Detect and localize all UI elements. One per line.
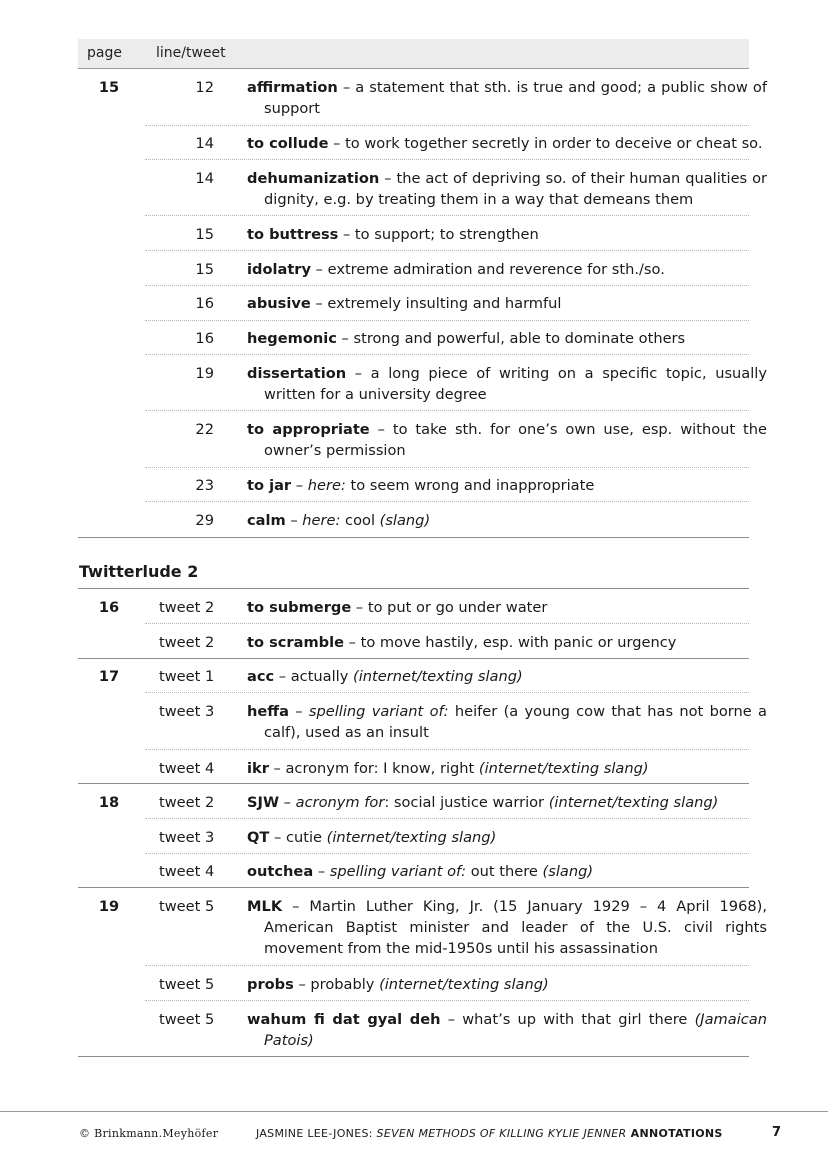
separator: – [338,226,355,243]
separator: – [291,477,308,494]
definition-text: what’s up with that girl there [462,1011,695,1028]
term: ikr [247,760,269,777]
separator: – [346,365,371,382]
term: to jar [247,477,292,494]
term: to submerge [247,599,352,616]
term: dehumanization [247,170,380,187]
row-divider [145,1000,749,1001]
definition [247,1009,767,1051]
definition [247,758,767,779]
definition [247,133,767,154]
term: wahum fi dat gyal deh [247,1011,441,1028]
line-number-cell: tweet 4 [159,760,215,777]
definition-text: actually [290,668,354,685]
row-divider [145,467,749,468]
row-divider [145,354,749,355]
page-number-cell: 18 [98,794,120,811]
separator: – [379,170,397,187]
row-divider [145,749,749,750]
line-number-cell: tweet 3 [159,703,215,720]
separator: – [269,829,286,846]
term: heffa [247,703,289,720]
table-header [78,39,749,69]
footer-title [256,1127,723,1140]
definition-text: extremely insulting and harmful [327,295,562,312]
term: idolatry [247,261,312,278]
page-group-divider [78,783,749,784]
row-divider [145,410,749,411]
term: MLK [247,898,283,915]
separator: – [288,703,309,720]
definition-italic-prefix: spelling variant of: [308,703,449,720]
footer-divider [0,1111,828,1112]
line-number-cell: tweet 2 [159,599,215,616]
page-number-cell: 16 [98,599,120,616]
row-divider [145,125,749,126]
line-number-cell: tweet 2 [159,794,215,811]
term: calm [247,512,286,529]
definition-text: a long piece of writing on a specific topic, usually written for a university degree [264,365,767,403]
definition-italic-note: (slang) [379,512,431,529]
page-group-divider [78,588,749,589]
term: to buttress [247,226,339,243]
separator: – [369,421,393,438]
row-divider [145,853,749,854]
term: to scramble [247,634,345,651]
definition-italic-note: (internet/texting slang) [379,976,549,993]
line-number-cell: 15 [195,226,214,243]
page-column-header: page [87,45,122,61]
definition-text: to take sth. for one’s own use, esp. without the owner’s permission [264,421,767,459]
definition-italic-prefix: spelling variant of: [329,863,467,880]
definition [247,77,767,119]
separator: – [274,668,291,685]
separator: – [311,261,328,278]
page-group-divider [78,1056,749,1057]
separator: – [328,135,346,152]
definition-text: to support; to strengthen [354,226,539,243]
line-number-cell: tweet 1 [159,668,215,685]
definition [247,632,767,653]
definition-italic-prefix: here: [302,512,341,529]
row-divider [145,692,749,693]
definition-text: acronym for: I know, right [285,760,479,777]
definition-italic-prefix: acronym for [295,794,385,811]
page-group-divider [78,537,749,538]
line-column-header: line/tweet [156,45,226,61]
footer-author: JASMINE LEE-JONES: [256,1127,377,1140]
definition [247,974,767,995]
line-number-cell: tweet 3 [159,829,215,846]
definition [247,510,767,531]
separator: – [440,1011,463,1028]
definition-text: to move hastily, esp. with panic or urgency [360,634,677,651]
line-number-cell: 14 [195,135,214,152]
definition [247,259,767,280]
definition-text: probably [310,976,380,993]
row-divider [145,285,749,286]
row-divider [145,818,749,819]
term: dissertation [247,365,347,382]
definition-italic-note: (Jamaican Patois) [264,1011,767,1049]
definition [247,475,767,496]
definition [247,363,767,405]
definition-text: to work together secretly in order to deceive or cheat so. [345,135,763,152]
row-divider [145,250,749,251]
definition-text: the act of depriving so. of their human qualities or dignity, e.g. by treating them in a way that demeans them [264,170,768,208]
definition [247,861,767,882]
line-number-cell: tweet 5 [159,898,215,915]
term: to collude [247,135,329,152]
definition-italic-note: (internet/texting slang) [353,668,523,685]
line-number-cell: 19 [195,365,214,382]
row-divider [145,501,749,502]
separator: – [282,898,310,915]
definition [247,168,767,210]
row-divider [145,320,749,321]
definition-text: to seem wrong and inappropriate [345,477,595,494]
row-divider [145,159,749,160]
term: probs [247,976,294,993]
line-number-cell: tweet 5 [159,1011,215,1028]
term: hegemonic [247,330,337,347]
definition-text: heifer (a young cow that has not borne a calf), used as an insult [264,703,767,741]
definition-italic-note: (internet/texting slang) [478,760,649,777]
separator: – [285,512,303,529]
definition [247,896,767,959]
definition-text: cutie [285,829,327,846]
term: abusive [247,295,311,312]
definition [247,419,767,461]
separator: – [351,599,368,616]
term: SJW [247,794,280,811]
term: outchea [247,863,314,880]
separator: – [268,760,286,777]
definition-italic-note: (internet/texting slang) [326,829,497,846]
footer-copyright: © Brinkmann.Meyhöfer [79,1127,219,1140]
definition [247,328,767,349]
definition-text: Martin Luther King, Jr. (15 January 1929 – 4 April 1968), American Baptist minister and leader of the U.S. civil rights movement from the mid-1950s until his assassination [264,898,767,957]
term: acc [247,668,275,685]
line-number-cell: tweet 2 [159,634,215,651]
line-number-cell: 23 [195,477,214,494]
definition [247,597,767,618]
separator: – [310,295,328,312]
line-number-cell: 29 [195,512,214,529]
term: to appropriate [247,421,370,438]
definition-text: strong and powerful, able to dominate others [353,330,686,347]
definition [247,666,767,687]
line-number-cell: 15 [195,261,214,278]
row-divider [145,623,749,624]
page-number-cell: 17 [98,668,120,685]
definition-text: to put or go under water [367,599,548,616]
definition-italic-note: (internet/texting slang) [548,794,719,811]
separator: – [279,794,296,811]
separator: – [313,863,330,880]
definition [247,792,767,813]
line-number-cell: 12 [195,79,214,96]
page-number: 7 [772,1125,782,1140]
separator: – [337,79,356,96]
line-number-cell: 16 [195,330,214,347]
definition-text: out there [466,863,543,880]
page-number-cell: 15 [98,79,120,96]
row-divider [145,965,749,966]
footer-suffix: ANNOTATIONS [626,1127,723,1140]
definition [247,701,767,743]
line-number-cell: tweet 5 [159,976,215,993]
line-number-cell: tweet 4 [159,863,215,880]
definition-italic-prefix: here: [307,477,346,494]
separator: – [344,634,361,651]
line-number-cell: 14 [195,170,214,187]
term: affirmation [247,79,338,96]
definition-italic-note: (slang) [542,863,594,880]
definition-text: a statement that sth. is true and good; a public show of support [264,79,767,117]
definition-text: : social justice warrior [384,794,549,811]
definition-text: cool [340,512,380,529]
separator: – [336,330,354,347]
separator: – [293,976,311,993]
row-divider [145,215,749,216]
page-group-divider [78,887,749,888]
page-number-cell: 19 [98,898,120,915]
line-number-cell: 22 [195,421,214,438]
footer-work: SEVEN METHODS OF KILLING KYLIE JENNER [376,1127,627,1140]
line-number-cell: 16 [195,295,214,312]
definition [247,827,767,848]
page-group-divider [78,658,749,659]
term: QT [247,829,270,846]
definition [247,293,767,314]
definition [247,224,767,245]
definition-text: extreme admiration and reverence for sth./so. [327,261,665,278]
section-title: Twitterlude 2 [79,562,199,581]
